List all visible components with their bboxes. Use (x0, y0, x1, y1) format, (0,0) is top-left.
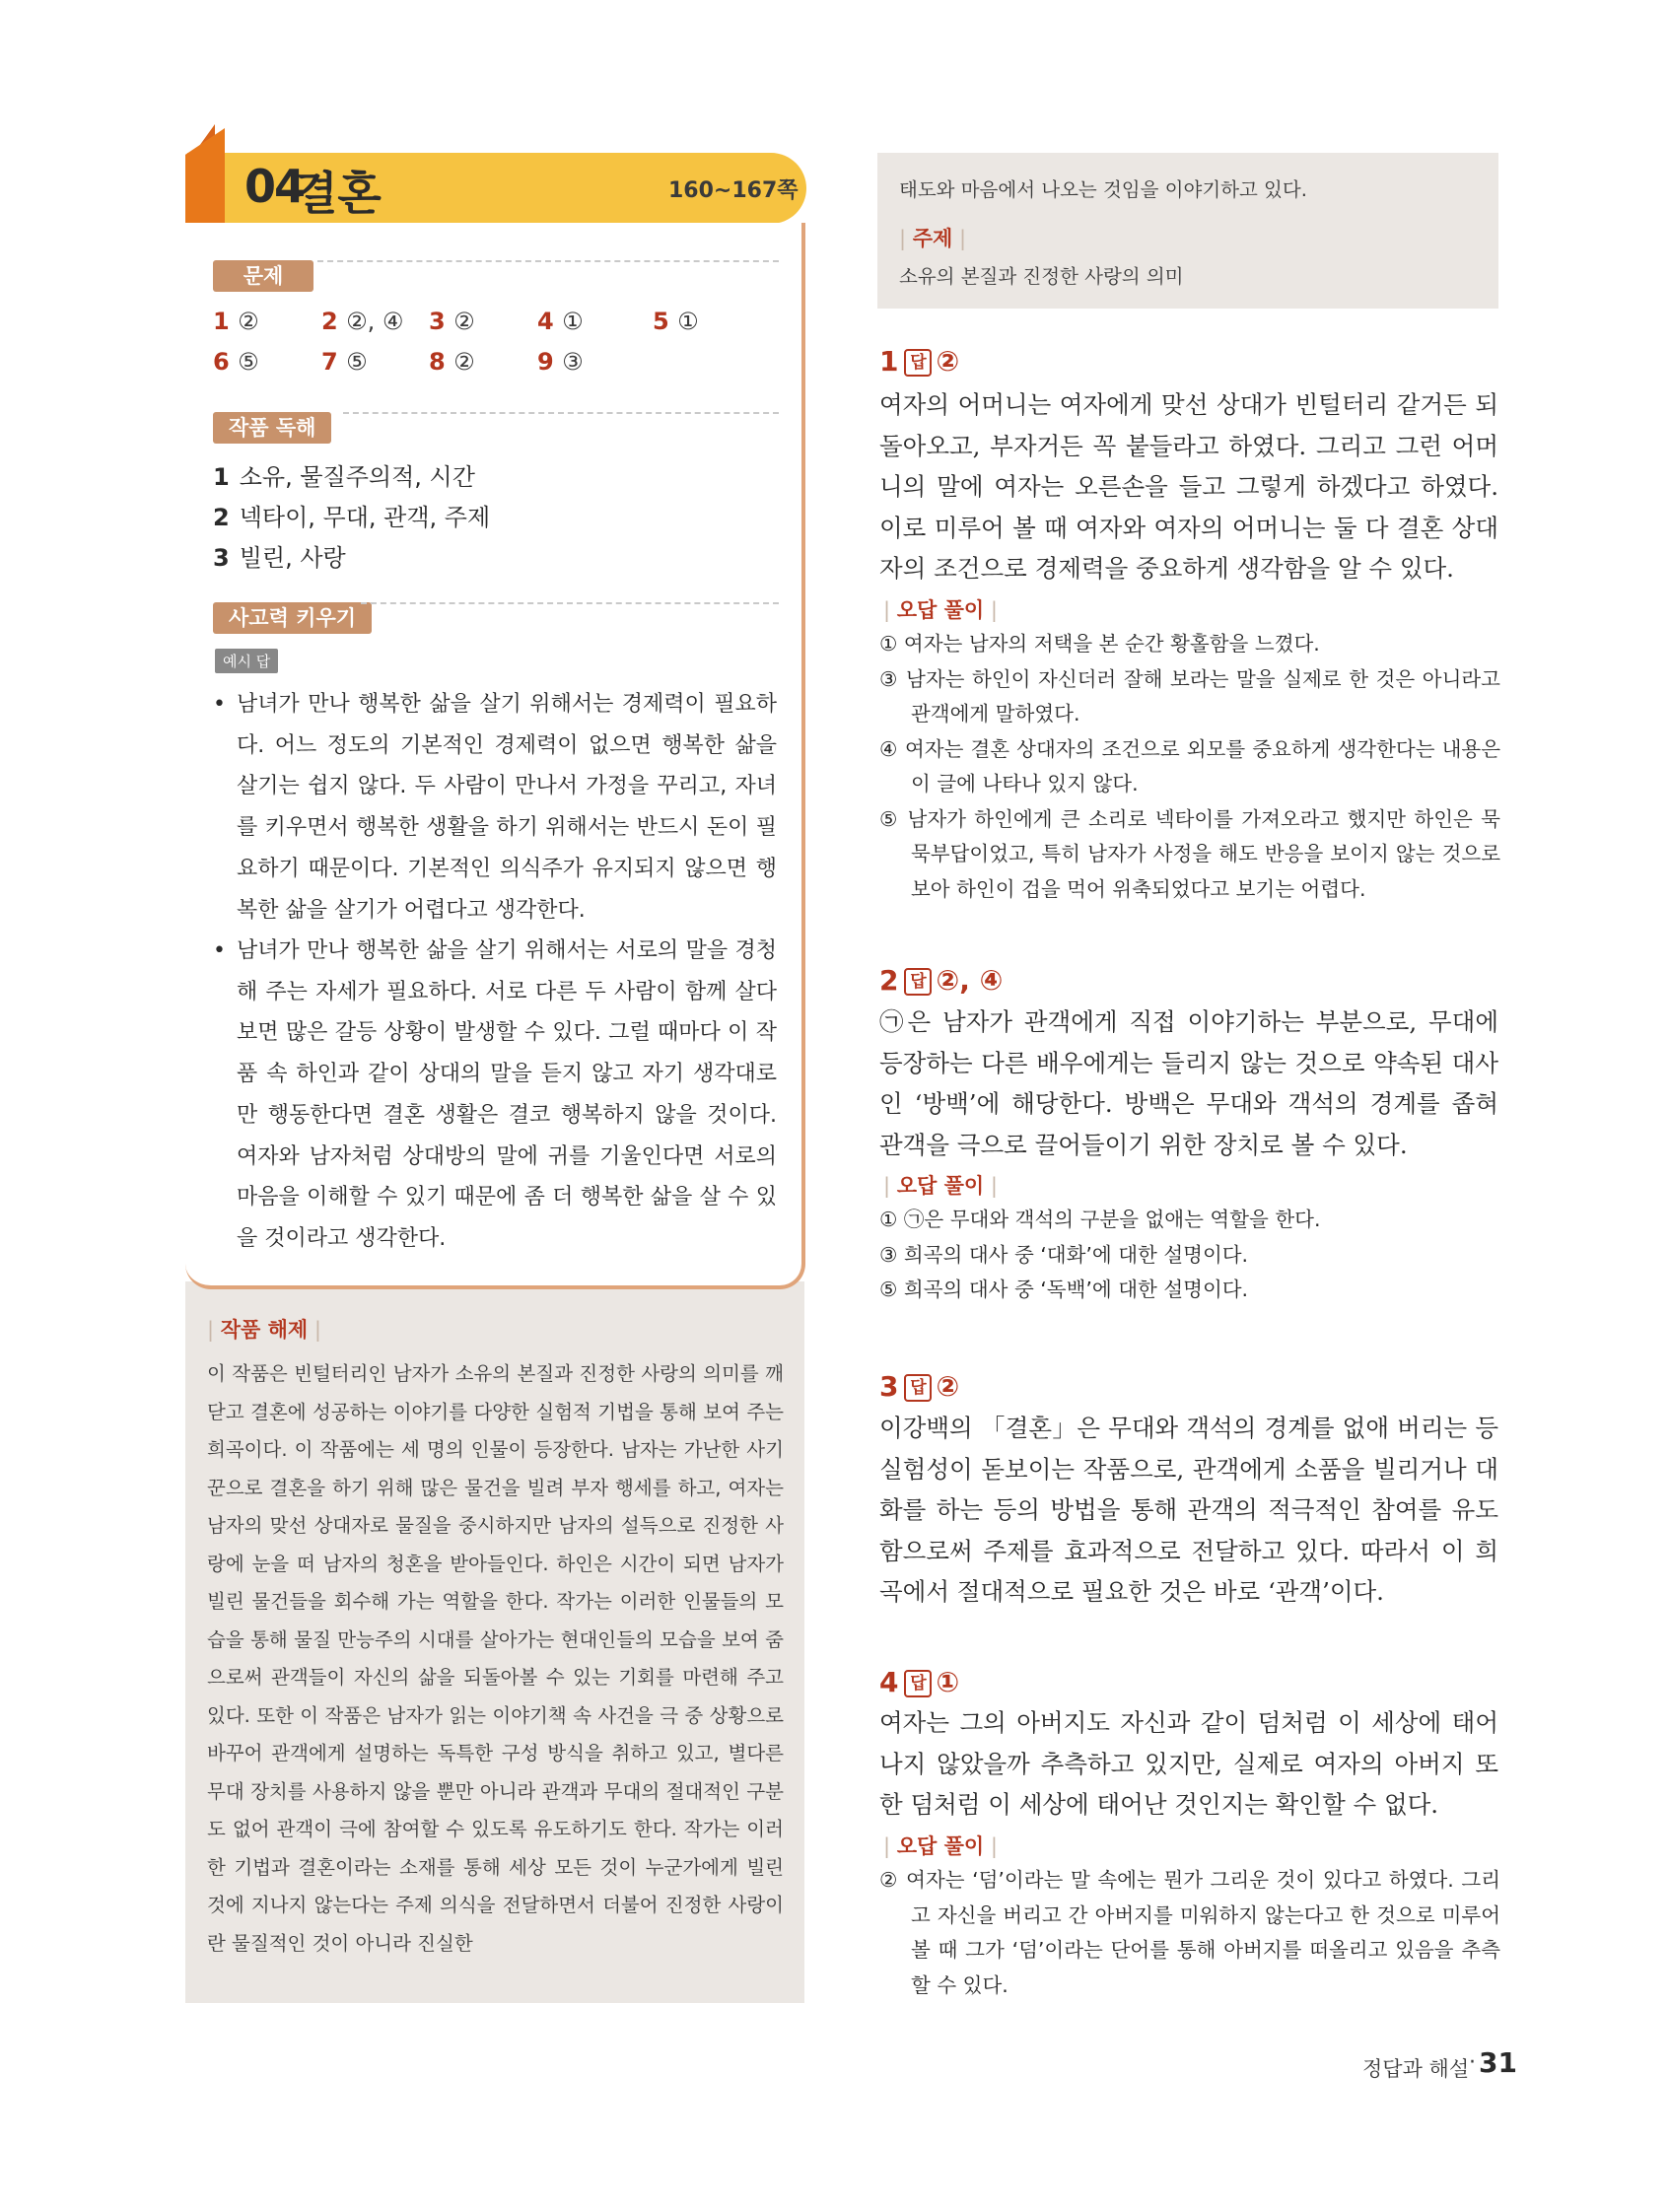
question-heading: 1 답 ② (879, 345, 960, 378)
wrong-answer-item: ③ 남자는 하인이 자신더러 잘해 보라는 말을 실제로 한 것은 아니라고 관객에게 말하였다. (879, 666, 1500, 726)
wrong-answer-item: ④ 여자는 결혼 상대자의 조건으로 외모를 중요하게 생각한다는 내용은 이 글에 나타나 있지 않다. (879, 736, 1500, 795)
question-heading: 2 답 ②, ④ (879, 964, 1004, 997)
commentary-heading: | 작품 해제 | (207, 1318, 321, 1342)
answer-item: 4 ① (537, 308, 584, 335)
chapter-title: 결혼 (294, 167, 382, 220)
explanation-text: ㉠은 남자가 관객에게 직접 이야기하는 부분으로, 무대에 등장하는 다른 배우에게는 들리지 않는 것으로 약속된 대사인 ‘방백’에 해당한다. 방백은 무대와 객석의 경계를 좁혀 관객을 극으로 끌어들이기 위한 장치로 볼 수 있다. (879, 1007, 1498, 1159)
wrong-answer-item: ① 여자는 남자의 저택을 본 순간 황홀함을 느꼈다. (879, 632, 1320, 656)
footer-section-label: 정답과 해설 (1362, 2057, 1470, 2081)
wrong-answer-item: ① ㉠은 무대와 객석의 구분을 없애는 역할을 한다. (879, 1208, 1321, 1231)
theme-text: 소유의 본질과 진정한 사랑의 의미 (899, 265, 1184, 288)
footer-separator: · (1469, 2050, 1476, 2075)
answer-item: 8 ② (429, 348, 475, 376)
wrong-answer-item: ② 여자는 ‘덤’이라는 말 속에는 뭔가 그리운 것이 있다고 하였다. 그리고 자신을 버리고 간 아버지를 미워하지 않는다고 한 것으로 미루어 볼 때 그가 ‘덤’이라는 단어를 통해 아버지를 떠올리고 있음을 추측할 수 있다. (879, 1868, 1500, 1997)
answer-item: 3 ② (429, 308, 475, 335)
wrong-answer-item: ③ 희곡의 대사 중 ‘대화’에 대한 설명이다. (879, 1242, 1249, 1267)
explanation-text: 이강백의 「결혼」은 무대와 객석의 경계를 없애 버리는 등 실험성이 돋보이는 작품으로, 관객에게 소품을 빌리거나 대화를 하는 등의 방법을 통해 관객의 적극적인 참여를 유도함으로써 주제를 효과적으로 전달하고 있다. 따라서 이 희곡에서 절대적으로 필요한 것은 바로 ‘관객’이다. (879, 1414, 1498, 1606)
reading-item: 2 넥타이, 무대, 관객, 주제 (213, 504, 491, 531)
page-range: 160~167쪽 (668, 178, 799, 203)
example-bullet: • 남녀가 만나 행복한 삶을 살기 위해서는 서로의 말을 경청해 주는 자세가 필요하다. 서로 다른 두 사람이 함께 살다 보면 많은 갈등 상황이 발생할 수 있다. 그럴 때마다 이 작품 속 하인과 같이 상대의 말을 듣지 않고 자기 생각대로만 행동한다면 결혼 생활은 결코 행복하지 않을 것이다. 여자와 남자처럼 상대방의 말에 귀를 기울인다면 서로의 마음을 이해할 수 있기 때문에 좀 더 행복한 삶을 살 수 있을 것이라고 생각한다. (213, 938, 777, 1251)
divider (343, 412, 779, 414)
wrong-answer-item: ⑤ 남자가 하인에게 큰 소리로 넥타이를 가져오라고 했지만 하인은 묵묵부답이었고, 특히 남자가 사정을 해도 반응을 보이지 않는 것으로 보아 하인이 겁을 먹어 위축되었다고 보기는 어렵다. (879, 806, 1500, 901)
example-answer-label: 예시 답 (215, 649, 278, 673)
reading-item: 3 빌린, 사랑 (213, 544, 346, 572)
question-heading: 4 답 ① (879, 1666, 960, 1698)
answer-item: 5 ① (653, 308, 699, 335)
page-number: 31 (1479, 2046, 1517, 2079)
answer-item: 6 ⑤ (213, 348, 259, 376)
answer-item: 7 ⑤ (321, 348, 368, 376)
wrong-answer-list (879, 1863, 1500, 2003)
example-bullet: • 남녀가 만나 행복한 삶을 살기 위해서는 경제력이 필요하다. 어느 정도의 기본적인 경제력이 없으면 행복한 삶을 살기는 쉽지 않다. 두 사람이 만나서 가정을 꾸리고, 자녀를 키우면서 행복한 생활을 하기 위해서는 반드시 돈이 필요하기 때문이다. 기본적인 의식주가 유지되지 않으면 행복한 삶을 살기가 어렵다고 생각한다. (213, 692, 777, 923)
answer-item: 1 ② (213, 308, 259, 335)
wrong-answer-heading: | 오답 풀이 | (883, 1834, 998, 1858)
wrong-answer-list (879, 1203, 1500, 1308)
commentary-text: 이 작품은 빈털터리인 남자가 소유의 본질과 진정한 사랑의 의미를 깨닫고 결혼에 성공하는 이야기를 다양한 실험적 기법을 통해 보여 주는 희곡이다. 이 작품에는 세 명의 인물이 등장한다. 남자는 가난한 사기꾼으로 결혼을 하기 위해 많은 물건을 빌려 부자 행세를 하고, 여자는 남자의 맞선 상대자로 물질을 중시하지만 남자의 설득으로 진정한 사랑에 눈을 떠 남자의 청혼을 받아들인다. 하인은 시간이 되면 남자가 빌린 물건들을 회수해 가는 역할을 한다. 작가는 이러한 인물들의 모습을 통해 물질 만능주의 시대를 살아가는 현대인들의 모습을 보여 줌으로써 관객들이 자신의 삶을 되돌아볼 수 있는 기회를 마련해 주고 있다. 또한 이 작품은 남자가 읽는 이야기책 속 사건을 극 중 상황으로 바꾸어 관객에게 설명하는 독특한 구성 방식을 취하고 있고, 별다른 무대 장치를 사용하지 않을 뿐만 아니라 관객과 무대의 절대적인 구분도 없어 관객이 극에 참여할 수 있도록 유도하기도 한다. 작가는 이러한 기법과 결혼이라는 소재를 통해 세상 모든 것이 누군가에게 빌린 것에 지나지 않는다는 주제 의식을 전달하면서 더불어 진정한 사랑이란 물질적인 것이 아니라 진실한 (207, 1362, 784, 1955)
wrong-answer-item: ⑤ 희곡의 대사 중 ‘독백’에 대한 설명이다. (879, 1278, 1249, 1301)
commentary-continued: 태도와 마음에서 나오는 것임을 이야기하고 있다. (899, 178, 1307, 201)
explanation-text: 여자는 그의 아버지도 자신과 같이 덤처럼 이 세상에 태어나지 않았을까 추측하고 있지만, 실제로 여자의 아버지 또한 덤처럼 이 세상에 태어난 것인지는 확인할 수 없다. (879, 1708, 1498, 1819)
wrong-answer-list (879, 627, 1500, 907)
thinking-label: 사고력 키우기 (213, 602, 372, 634)
question-heading: 3 답 ② (879, 1370, 960, 1403)
answer-item: 9 ③ (537, 348, 584, 376)
problems-label: 문제 (213, 260, 313, 292)
divider (317, 260, 779, 262)
divider (361, 602, 779, 604)
reading-item: 1 소유, 물질주의적, 시간 (213, 463, 475, 491)
explanation-text: 여자의 어머니는 여자에게 맞선 상대가 빈털터리 같거든 되돌아오고, 부자거든 꼭 붙들라고 하였다. 그리고 그런 어머니의 말에 여자는 오른손을 들고 그렇게 하겠다고 하였다. 이로 미루어 볼 때 여자와 여자의 어머니는 둘 다 결혼 상대자의 조건으로 경제력을 중요하게 생각함을 알 수 있다. (879, 390, 1498, 583)
wrong-answer-heading: | 오답 풀이 | (883, 598, 998, 622)
header-fold-accent (185, 128, 225, 223)
reading-label: 작품 독해 (213, 412, 331, 444)
wrong-answer-heading: | 오답 풀이 | (883, 1174, 998, 1198)
theme-heading: | 주제 | (899, 227, 967, 250)
chapter-number: 04 (244, 160, 305, 213)
answer-item: 2 ②, ④ (321, 308, 404, 335)
